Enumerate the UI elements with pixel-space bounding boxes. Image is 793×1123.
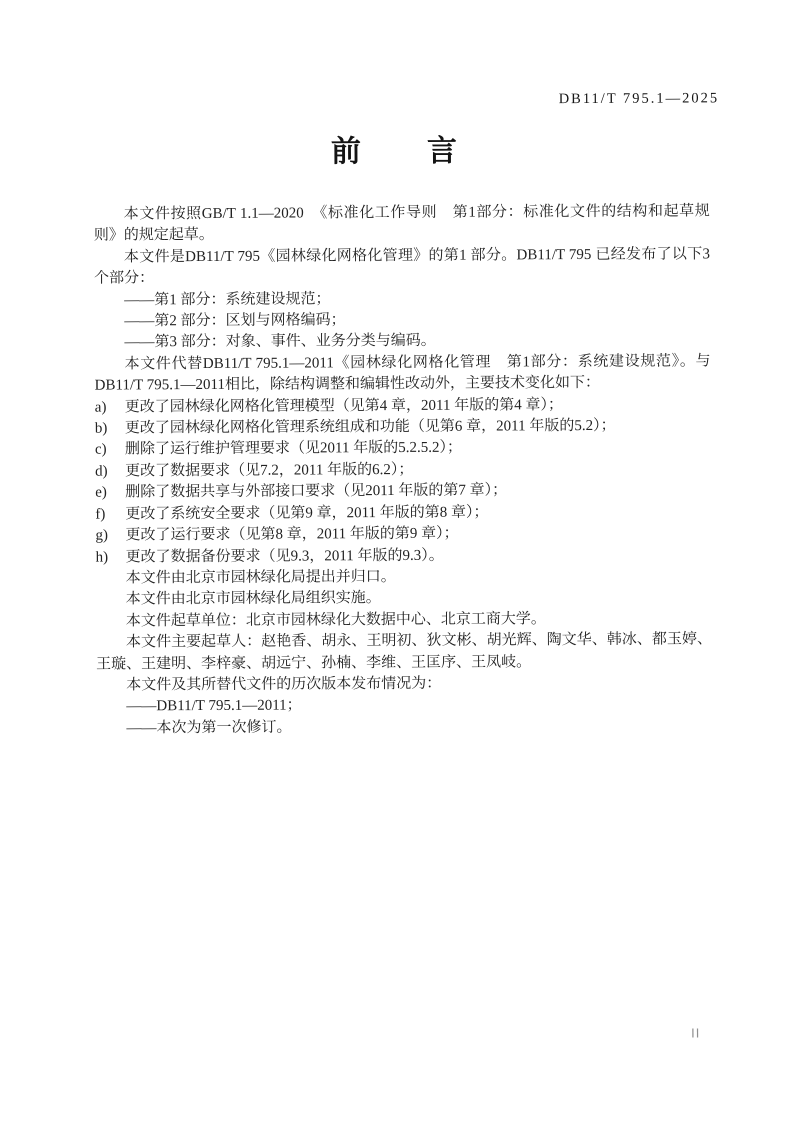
series-part-1: ——第1 部分：系统建设规范；: [124, 290, 331, 309]
series-intro-paragraph: 本文件是DB11/T 795《园林绿化网格化管理》的第1 部分。DB11/T 795 已经发布了以下3 个部分：: [94, 246, 711, 287]
implemented-by-paragraph: 本文件由北京市园林绿化局组织实施。: [125, 590, 381, 608]
version-history-item-1: ——DB11/T 795.1—2011；: [126, 697, 302, 715]
item-label-f: f): [95, 506, 106, 523]
item-label-g: g): [95, 527, 108, 544]
item-label-h: h): [95, 549, 109, 566]
item-text-h: 更改了数据备份要求（见9.3，2011 年版的9.3）。: [125, 547, 444, 565]
drafting-rule-paragraph: 本文件按照GB/T 1.1—2020 《标准化工作导则 第1部分：标准化文件的结构和起草规则》的规定起草。: [93, 203, 710, 244]
item-text-c: 删除了运行维护管理要求（见2011 年版的5.2.5.2）；: [124, 440, 462, 458]
item-text-d: 更改了数据要求（见7.2，2011 年版的6.2）；: [125, 461, 414, 480]
proposed-by-paragraph: 本文件由北京市园林绿化局提出并归口。: [125, 568, 396, 587]
item-text-a: 更改了园林绿化网格化管理模型（见第4 章，2011 年版的第4 章）；: [124, 396, 564, 416]
series-part-3: ——第3 部分：对象、事件、业务分类与编码。: [124, 333, 436, 351]
item-text-f: 更改了系统安全要求（见第9 章，2011 年版的第8 章）；: [125, 504, 489, 523]
foreword-title: 前 言: [330, 134, 460, 169]
drafting-organizations-paragraph: 本文件起草单位：北京市园林绿化大数据中心、北京工商大学。: [125, 610, 546, 630]
foreword-body: [94, 201, 713, 739]
drafters-paragraph: 本文件主要起草人：赵艳香、胡永、王明初、狄文彬、胡光辉、陶文华、韩冰、都玉婷、王璇、王建明、李梓豪、胡远宁、孙楠、李维、王匡序、王凤岐。: [96, 631, 713, 673]
item-text-e: 删除了数据共享与外部接口要求（见2011 年版的第7 章）；: [125, 482, 508, 501]
standard-code-header: DB11/T 795.1—2025: [558, 90, 720, 108]
item-label-c: c): [94, 441, 107, 459]
item-label-b: b): [94, 420, 108, 437]
item-text-g: 更改了运行要求（见第8 章，2011 年版的第9 章）；: [125, 525, 459, 544]
page-number: II: [691, 1025, 701, 1041]
item-label-a: a): [94, 399, 107, 416]
item-text-b: 更改了园林绿化网格化管理系统组成和功能（见第6 章，2011 年版的5.2）；: [124, 417, 616, 437]
series-part-2: ——第2 部分：区划与网格编码；: [124, 312, 346, 330]
item-label-e: e): [95, 484, 107, 501]
item-label-d: d): [95, 463, 108, 480]
replacement-paragraph: 本文件代替DB11/T 795.1—2011《园林绿化网格化管理 第1部分：系统建设规范》。与DB11/T 795.1—2011相比，除结构调整和编辑性改动外，主要技术变化如下：: [94, 353, 711, 394]
version-history-intro-paragraph: 本文件及其所替代文件的历次版本发布情况为：: [126, 675, 442, 694]
version-history-item-2: ——本次为第一次修订。: [126, 719, 292, 737]
